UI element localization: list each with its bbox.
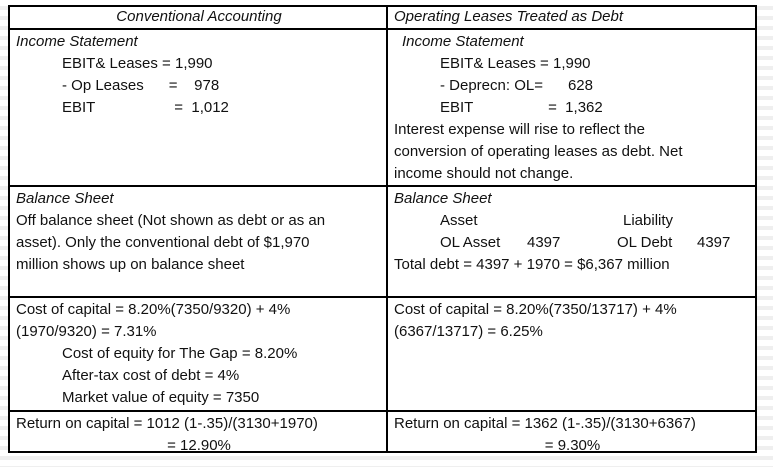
lease-accounting-comparison-table [8,5,757,453]
income-right-deprecn: - Deprecn: OL= 628 [440,77,593,94]
income-left-ebit-leases: EBIT& Leases = 1,990 [62,55,213,72]
balance-sheet-title-left: Balance Sheet [16,190,114,207]
income-statement-cell-right [388,30,755,187]
balance-left-line2: asset). Only the conventional debt of $1,970 [16,234,310,251]
income-right-note-line2: conversion of operating leases as debt. Net [394,143,683,160]
return-right-formula: Return on capital = 1362 (1-.35)/(3130+6367) [394,415,696,432]
balance-left-line3: million shows up on balance sheet [16,256,245,273]
cost-left-debt-detail: After-tax cost of debt = 4% [62,367,240,384]
cost-left-formula-line2: (1970/9320) = 7.31% [16,323,157,340]
total-debt-line: Total debt = 4397 + 1970 = $6,367 million [394,256,670,273]
income-statement-cell-left [10,30,388,187]
balance-left-line1: Off balance sheet (Not shown as debt or as an [16,212,326,229]
return-left-result: = 12.90% [167,437,231,451]
return-left-formula: Return on capital = 1012 (1-.35)/(3130+1970) [16,415,318,432]
income-right-note-line3: income should not change. [394,165,574,182]
income-left-ebit: EBIT = 1,012 [62,99,229,116]
asset-column-header: Asset [440,212,478,229]
income-statement-title-right: Income Statement [402,33,524,50]
return-on-capital-cell-left [10,412,388,451]
return-on-capital-cell-right [388,412,755,451]
header-right-label: Operating Leases Treated as Debt [394,8,624,25]
income-right-note-line1: Interest expense will rise to reflect the [394,121,645,138]
ol-debt-label: OL Debt [617,234,673,251]
income-right-ebit-leases: EBIT& Leases = 1,990 [440,55,591,72]
header-operating-leases-as-debt [388,7,755,30]
return-right-result: = 9.30% [544,437,601,451]
ol-asset-value: 4397 [527,234,561,251]
cost-left-equity-detail: Cost of equity for The Gap = 8.20% [62,345,298,362]
header-conventional-accounting [10,7,388,30]
balance-sheet-cell-right [388,187,755,298]
balance-right-column-headers [440,210,751,232]
balance-sheet-cell-left [10,187,388,298]
cost-of-capital-cell-right [388,298,755,412]
balance-sheet-title-right: Balance Sheet [394,190,492,207]
cost-left-formula-line1: Cost of capital = 8.20%(7350/9320) + 4% [16,301,291,318]
income-right-ebit: EBIT = 1,362 [440,99,603,116]
liability-column-header: Liability [623,212,674,229]
income-left-op-leases: - Op Leases = 978 [62,77,220,94]
income-statement-title-left: Income Statement [16,33,138,50]
cost-right-formula-line2: (6367/13717) = 6.25% [394,323,543,340]
cost-left-market-value-detail: Market value of equity = 7350 [62,389,260,406]
ol-asset-label: OL Asset [440,234,501,251]
balance-right-ol-row [440,232,751,254]
ol-debt-value: 4397 [697,234,731,251]
header-left-label: Conventional Accounting [116,8,282,25]
cost-right-formula-line1: Cost of capital = 8.20%(7350/13717) + 4% [394,301,677,318]
cost-of-capital-cell-left [10,298,388,412]
